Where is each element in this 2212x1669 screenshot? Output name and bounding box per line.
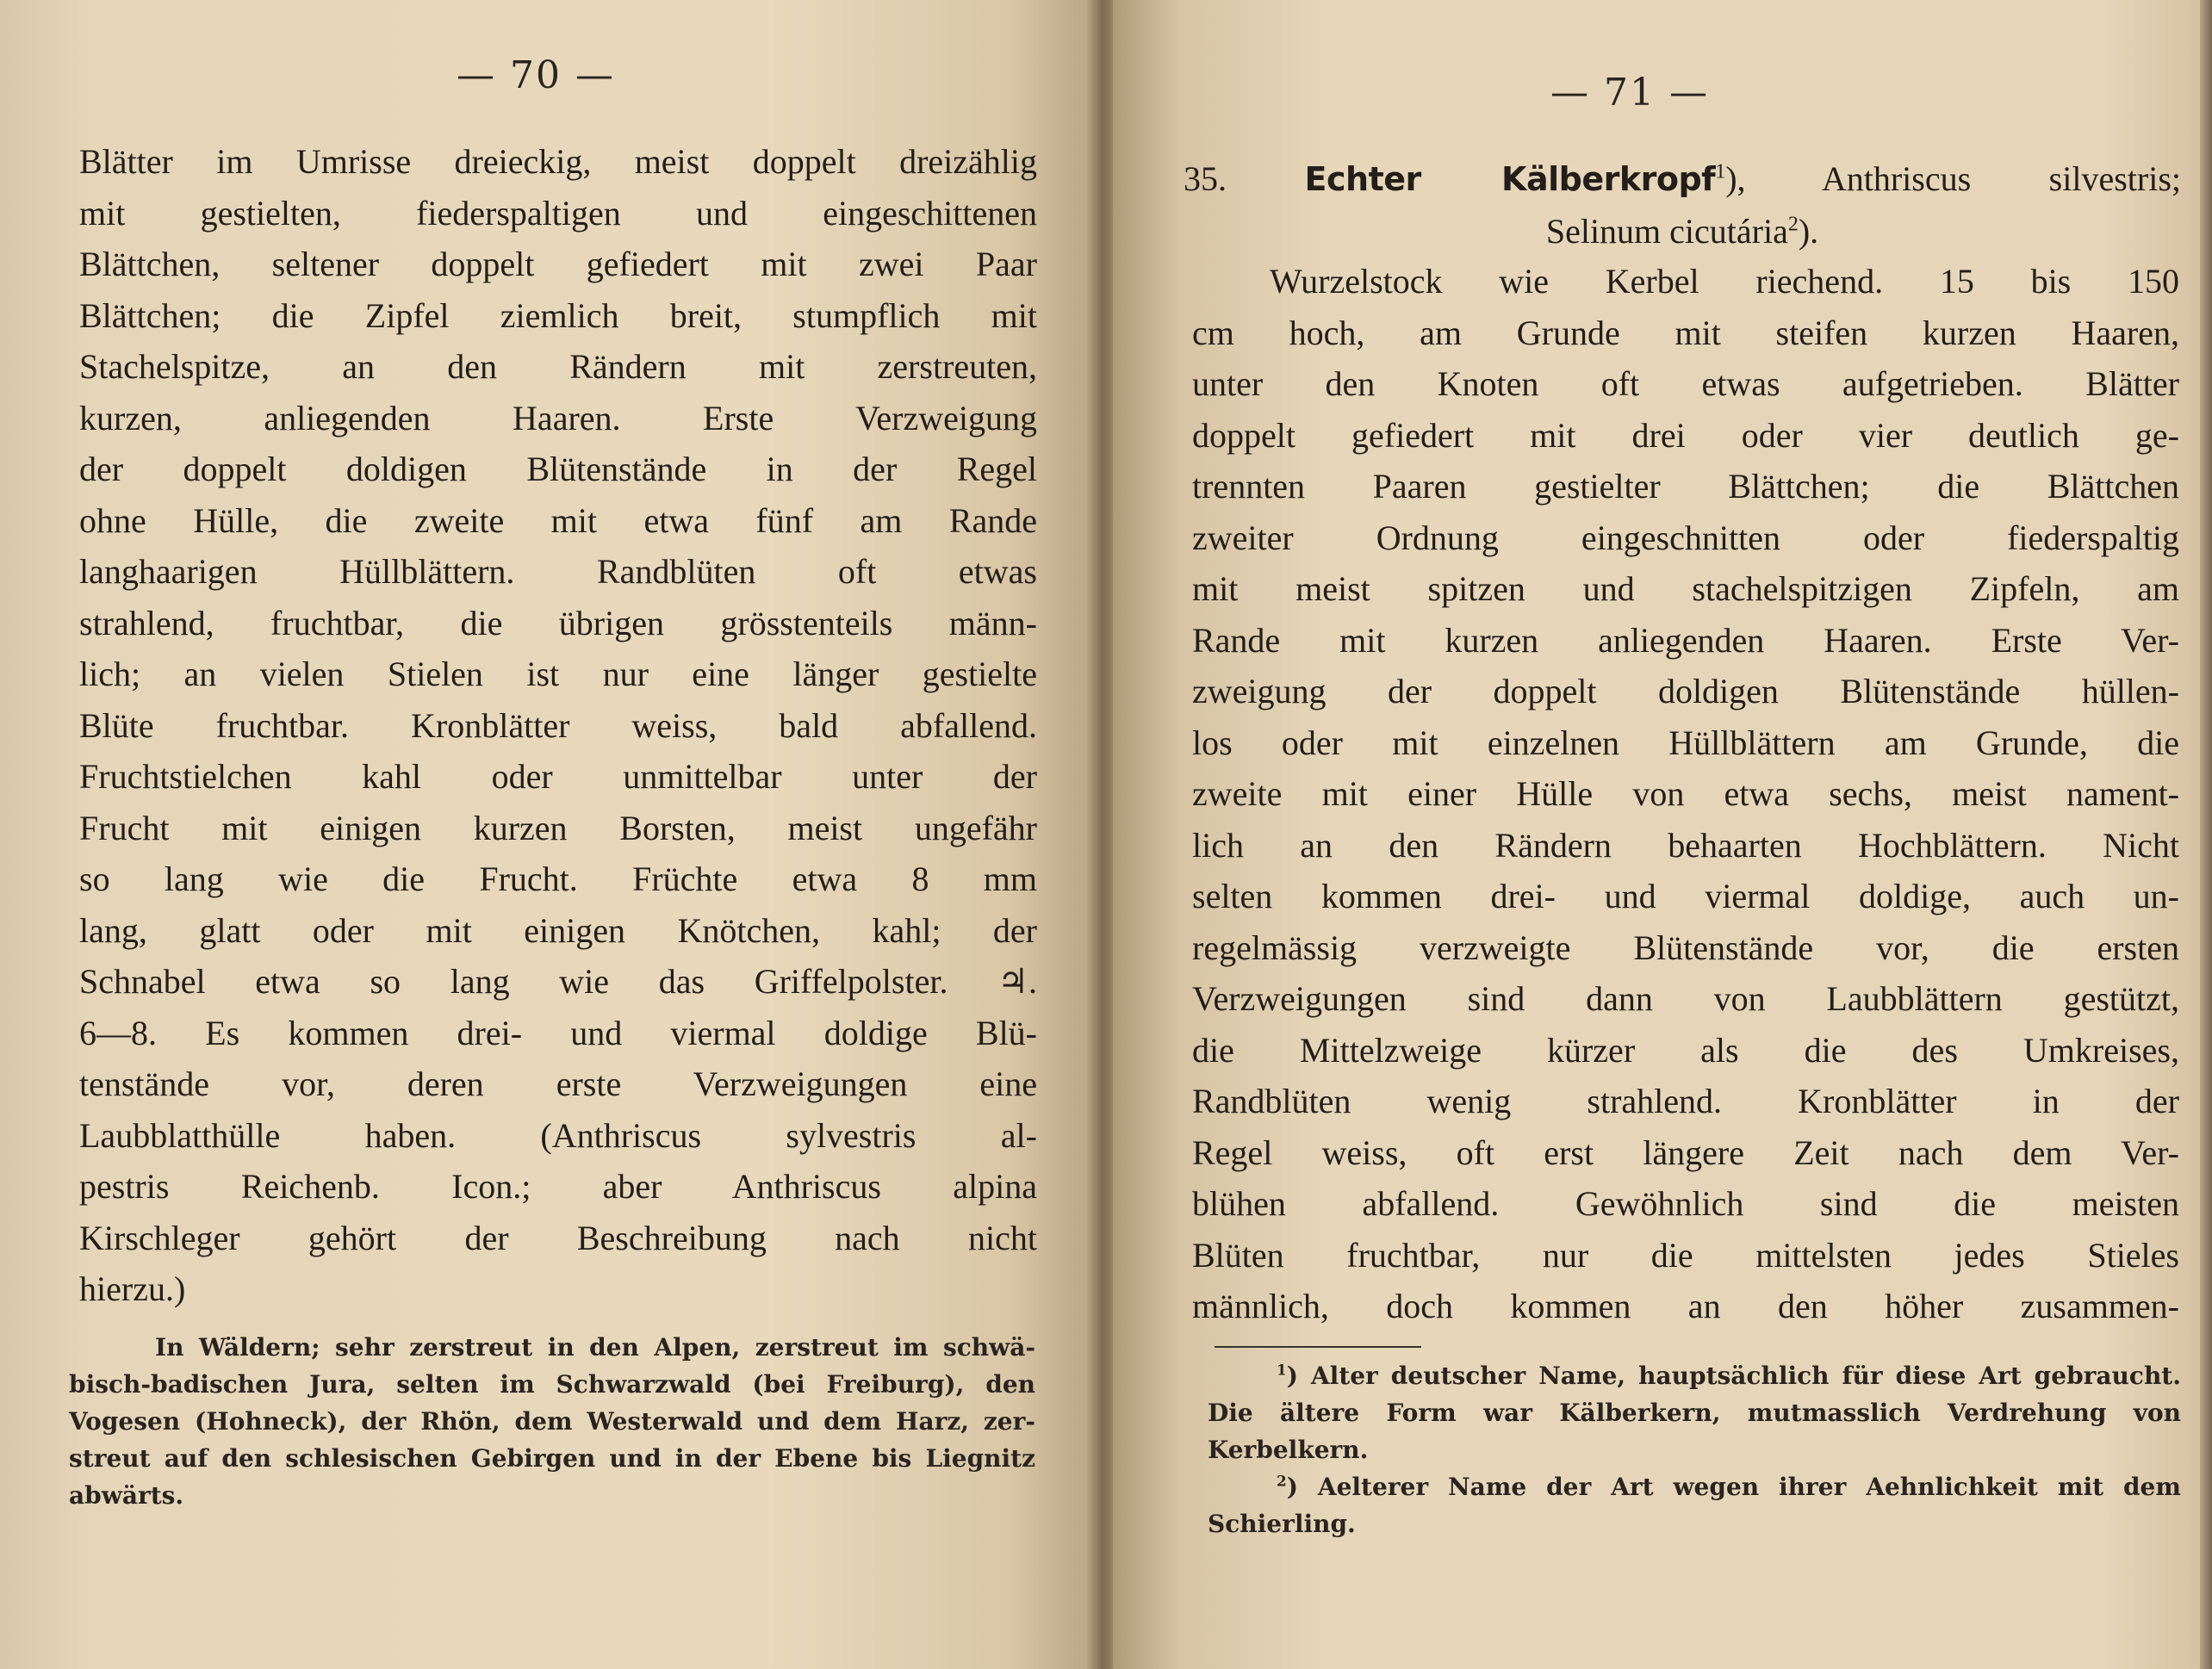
text-line: regelmässig verzweigte Blütenstände vor, die ersten [1192,928,2179,967]
text-line: Schnabel etwa so lang wie das Griffelpolster. ♃. [79,962,1037,1001]
footnote-text: ) Aelterer Name der Art wegen ihrer Aehnlichkeit mit dem [1286,1473,2181,1501]
footnote-line [1208,1431,2181,1468]
habitat-text [69,1329,1035,1514]
footnote-mark: 1 [1715,160,1726,183]
text-line: zweigung der doppelt doldigen Blütenstände hüllen- [1192,672,2179,710]
text-line: Rande mit kurzen anliegenden Haaren. Erste Ver- [1192,620,2179,660]
footnote-text: Kerbelkern. [1208,1436,1369,1464]
text-line: so lang wie die Frucht. Früchte etwa 8 mm [79,859,1037,898]
text-line: 6—8. Es kommen drei- und viermal doldige Blü- [79,1013,1037,1052]
text-line: männlich, doch kommen an den höher zusammen- [1192,1287,2179,1325]
text-line: selten kommen drei- und viermal doldige, auch un- [1192,877,2179,915]
text-line: zweiter Ordnung eingeschnitten oder fiederspaltig [1192,518,2179,557]
text-line: doppelt gefiedert mit drei oder vier deutlich ge- [1192,415,2179,455]
text-line: Vogesen (Hohneck), der Rhön, dem Westerwald und dem Harz, zer- [69,1407,1035,1436]
footnote-text: Schierling. [1208,1510,1356,1538]
text-line: Stachelspitze, an den Rändern mit zerstreuten, [79,347,1037,386]
entry-synonym-end: ). [1798,211,1819,251]
text-line: blühen abfallend. Gewöhnlich sind die meisten [1192,1184,2179,1223]
page-number: — 70 — [457,53,615,97]
text-line: Blättchen; die Zipfel ziemlich breit, stumpflich mit [79,295,1037,335]
text-line: die Mittelzweige kürzer als die des Umkreises, [1192,1030,2179,1070]
text-line: In Wäldern; sehr zerstreut in den Alpen, zerstreut im schwä- [155,1333,1035,1362]
left-page [0,0,1096,1669]
text-line: lich; an vielen Stielen ist nur eine länger gestielte [79,655,1037,693]
text-line: bisch-badischen Jura, selten im Schwarzwald (bei Freiburg), den [69,1370,1035,1399]
text-line: Blättchen, seltener doppelt gefiedert mit zwei Paar [79,245,1037,283]
text-line: Wurzelstock wie Kerbel riechend. 15 bis 150 [1270,262,2179,301]
footnotes [1208,1357,2181,1542]
text-line: Fruchtstielchen kahl oder unmittelbar unter der [79,757,1037,796]
text-line: Laubblatthülle haben. (Anthriscus sylvestris al- [79,1115,1037,1155]
text-line: Kirschleger gehört der Beschreibung nach nicht [79,1218,1037,1257]
text-line: streut auf den schlesischen Gebirgen und in der Ebene bis Liegnitz [69,1444,1035,1473]
footnote-line [1208,1468,2181,1505]
entry-number: 35. [1184,159,1227,198]
text-line: cm hoch, am Grunde mit steifen kurzen Haaren, [1192,313,2179,352]
text-line: der doppelt doldigen Blütenstände in der Regel [79,450,1037,488]
footnote-line [1208,1505,2181,1542]
entry-latin-name: ), Anthriscus silvestris; [1725,159,2182,198]
body-text [1192,256,2179,1332]
entry-synonym: Selinum cicutária [1545,211,1788,251]
body-text [79,136,1037,1315]
footnote-mark: 2 [1787,213,1799,236]
text-line: Frucht mit einigen kurzen Borsten, meist ungefähr [79,808,1037,847]
text-line: mit gestielten, fiederspaltigen und eingeschittenen [79,193,1037,233]
footnote-line [1208,1394,2181,1431]
text-line: lang, glatt oder mit einigen Knötchen, kahl; der [79,910,1037,950]
text-line: ohne Hülle, die zweite mit etwa fünf am Rande [79,500,1037,540]
text-line: Blätter im Umrisse dreieckig, meist doppelt dreizählig [79,142,1037,181]
text-line: trennten Paaren gestielter Blättchen; die Blättchen [1192,467,2179,506]
footnote-line [1208,1357,2181,1394]
entry-heading [1184,153,2181,257]
text-line: zweite mit einer Hülle von etwa sechs, meist nament- [1192,774,2179,813]
text-line: abwärts. [69,1481,184,1510]
text-line: langhaarigen Hüllblättern. Randblüten oft etwas [79,552,1037,591]
entry-name: Echter Kälberkropf [1304,160,1716,198]
text-line: hierzu.) [79,1269,186,1308]
page-number: — 71 — [1550,71,1709,115]
footnote-rule [1215,1346,1421,1348]
text-line: Blüte fruchtbar. Kronblätter weiss, bald abfallend. [79,705,1037,745]
text-line: kurzen, anliegenden Haaren. Erste Verzweigung [79,398,1037,437]
text-line: strahlend, fruchtbar, die übrigen grösstenteils männ- [79,603,1037,642]
text-line: los oder mit einzelnen Hüllblättern am Grunde, die [1192,723,2179,762]
footnote-mark: 2 [1277,1472,1287,1490]
text-line: Blüten fruchtbar, nur die mittelsten jedes Stieles [1192,1235,2179,1275]
footnote-text: ) Alter deutscher Name, hauptsächlich für diese Art gebraucht. [1286,1362,2181,1390]
text-line: mit meist spitzen und stachelspitzigen Zipfeln, am [1192,569,2179,608]
text-line: Regel weiss, oft erst längere Zeit nach dem Ver- [1192,1132,2179,1172]
right-page [1113,0,2212,1669]
text-line: unter den Knoten oft etwas aufgetrieben. Blätter [1192,364,2179,403]
book-edge [2200,0,2212,1669]
footnote-mark: 1 [1277,1361,1287,1379]
text-line: pestris Reichenb. Icon.; aber Anthriscus alpina [79,1167,1037,1206]
text-line: lich an den Rändern behaarten Hochblättern. Nicht [1192,825,2179,865]
text-line: tenstände vor, deren erste Verzweigungen eine [79,1064,1037,1103]
text-line: Verzweigungen sind dann von Laubblättern gestützt, [1192,979,2179,1018]
text-line: Randblüten wenig strahlend. Kronblätter in der [1192,1082,2179,1120]
footnote-text: Die ältere Form war Kälberkern, mutmasslich Verdrehung von [1208,1399,2181,1427]
